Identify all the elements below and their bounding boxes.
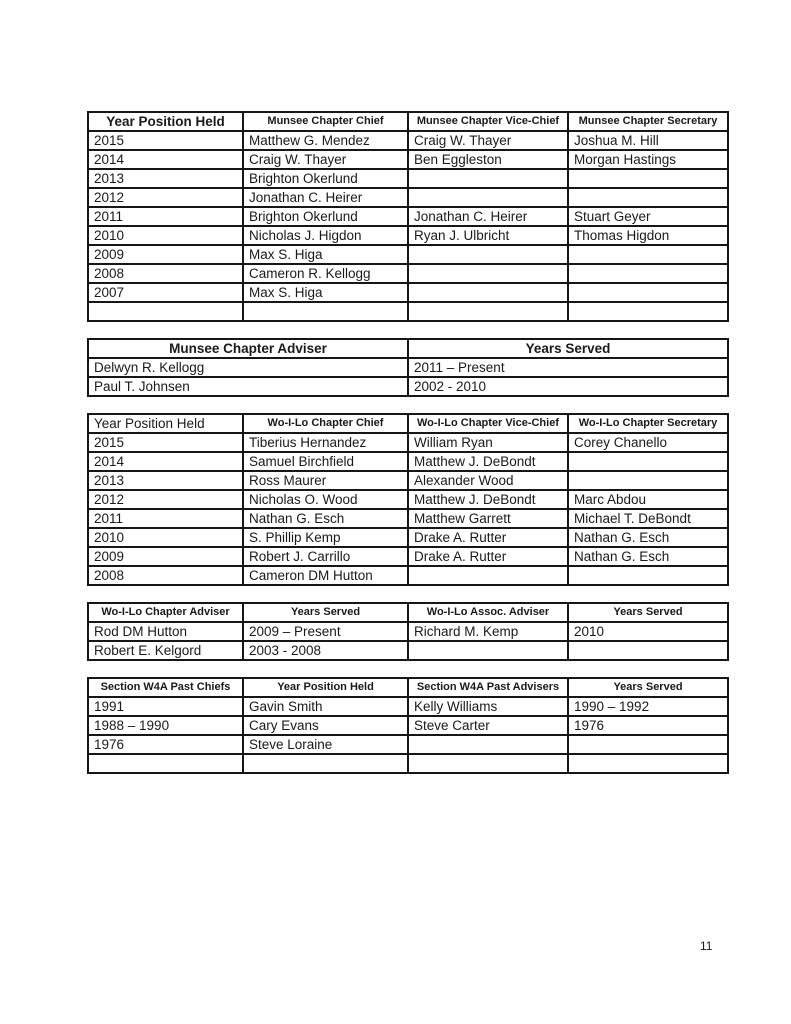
table-cell: Jonathan C. Heirer xyxy=(408,207,568,226)
table-cell: 2011 xyxy=(88,207,243,226)
table-cell: Brighton Okerlund xyxy=(243,169,408,188)
table-cell: Stuart Geyer xyxy=(568,207,728,226)
table-cell xyxy=(568,264,728,283)
column-header: Munsee Chapter Secretary xyxy=(568,112,728,131)
table-cell: 2013 xyxy=(88,169,243,188)
table-row xyxy=(88,433,728,452)
table-row xyxy=(88,264,728,283)
table-cell: 2010 xyxy=(88,226,243,245)
table-cell: Joshua M. Hill xyxy=(568,131,728,150)
table-cell: Nathan G. Esch xyxy=(568,547,728,566)
table-cell: Drake A. Rutter xyxy=(408,547,568,566)
table-cell xyxy=(243,302,408,321)
table-cell: 1990 – 1992 xyxy=(568,697,728,716)
table-cell xyxy=(88,754,243,773)
table-cell: Nathan G. Esch xyxy=(243,509,408,528)
table-cell: Steve Carter xyxy=(408,716,568,735)
table-cell: 2009 xyxy=(88,547,243,566)
table-cell: 1991 xyxy=(88,697,243,716)
table-cell: Ryan J. Ulbricht xyxy=(408,226,568,245)
munsee-chapter-officers-table xyxy=(87,111,729,322)
table-cell xyxy=(568,471,728,490)
table-cell: 2015 xyxy=(88,433,243,452)
table-cell xyxy=(568,566,728,585)
table-cell: 2015 xyxy=(88,131,243,150)
column-header: Wo-I-Lo Chapter Adviser xyxy=(88,603,243,622)
table-cell xyxy=(568,754,728,773)
page-content xyxy=(87,111,729,790)
column-header: Munsee Chapter Vice-Chief xyxy=(408,112,568,131)
wo-i-lo-chapter-advisers-table xyxy=(87,602,729,661)
table-cell xyxy=(568,641,728,660)
table-cell: 1976 xyxy=(88,735,243,754)
table-cell: 2012 xyxy=(88,490,243,509)
table-cell: Gavin Smith xyxy=(243,697,408,716)
table-row xyxy=(88,471,728,490)
table-row xyxy=(88,169,728,188)
section-w4a-past-leaders-table xyxy=(87,677,729,774)
table-cell: Steve Loraine xyxy=(243,735,408,754)
table-cell: 2002 - 2010 xyxy=(408,377,728,396)
table-cell: Cameron R. Kellogg xyxy=(243,264,408,283)
table-cell: Alexander Wood xyxy=(408,471,568,490)
table-header-row xyxy=(88,678,728,697)
table-cell: Michael T. DeBondt xyxy=(568,509,728,528)
table-cell: Cameron DM Hutton xyxy=(243,566,408,585)
table-row xyxy=(88,226,728,245)
table-cell xyxy=(88,302,243,321)
table-cell: Morgan Hastings xyxy=(568,150,728,169)
table-cell xyxy=(568,188,728,207)
table-row xyxy=(88,188,728,207)
table-cell: Matthew J. DeBondt xyxy=(408,490,568,509)
table-row xyxy=(88,566,728,585)
table-cell: Kelly Williams xyxy=(408,697,568,716)
table-row xyxy=(88,622,728,641)
table-cell: Cary Evans xyxy=(243,716,408,735)
table-cell xyxy=(408,283,568,302)
table-cell: Jonathan C. Heirer xyxy=(243,188,408,207)
table-cell: 2014 xyxy=(88,452,243,471)
table-cell xyxy=(408,566,568,585)
table-cell: Tiberius Hernandez xyxy=(243,433,408,452)
table-header-row xyxy=(88,414,728,433)
table-cell: Marc Abdou xyxy=(568,490,728,509)
table-cell xyxy=(568,735,728,754)
table-cell: Craig W. Thayer xyxy=(243,150,408,169)
table-cell: Corey Chanello xyxy=(568,433,728,452)
table-cell: 2011 xyxy=(88,509,243,528)
table-cell: Nathan G. Esch xyxy=(568,528,728,547)
table-cell: Thomas Higdon xyxy=(568,226,728,245)
table-row xyxy=(88,452,728,471)
table-cell xyxy=(408,264,568,283)
column-header: Section W4A Past Advisers xyxy=(408,678,568,697)
table-cell xyxy=(568,452,728,471)
table-row xyxy=(88,150,728,169)
column-header: Munsee Chapter Adviser xyxy=(88,339,408,358)
table-row xyxy=(88,245,728,264)
column-header: Wo-I-Lo Chapter Chief xyxy=(243,414,408,433)
table-row xyxy=(88,509,728,528)
table-cell: 2007 xyxy=(88,283,243,302)
column-header: Year Position Held xyxy=(88,414,243,433)
table-cell: Max S. Higa xyxy=(243,245,408,264)
table-row xyxy=(88,377,728,396)
munsee-chapter-advisers-table xyxy=(87,338,729,397)
table-cell: Drake A. Rutter xyxy=(408,528,568,547)
table-cell xyxy=(408,169,568,188)
table-cell: Richard M. Kemp xyxy=(408,622,568,641)
table-cell: Craig W. Thayer xyxy=(408,131,568,150)
table-cell: Nicholas J. Higdon xyxy=(243,226,408,245)
table-cell: Matthew J. DeBondt xyxy=(408,452,568,471)
table-cell: Ben Eggleston xyxy=(408,150,568,169)
table-cell xyxy=(408,641,568,660)
table-cell xyxy=(408,302,568,321)
table-cell: Robert J. Carrillo xyxy=(243,547,408,566)
table-cell: 2008 xyxy=(88,566,243,585)
column-header: Wo-I-Lo Chapter Vice-Chief xyxy=(408,414,568,433)
table-cell: 1988 – 1990 xyxy=(88,716,243,735)
column-header: Section W4A Past Chiefs xyxy=(88,678,243,697)
column-header: Years Served xyxy=(568,678,728,697)
table-row xyxy=(88,490,728,509)
table-cell xyxy=(408,245,568,264)
table-header-row xyxy=(88,112,728,131)
table-cell: 2014 xyxy=(88,150,243,169)
table-row xyxy=(88,131,728,150)
table-header-row xyxy=(88,339,728,358)
table-cell: Ross Maurer xyxy=(243,471,408,490)
table-cell: Paul T. Johnsen xyxy=(88,377,408,396)
table-row xyxy=(88,528,728,547)
table-row xyxy=(88,358,728,377)
table-cell: Matthew Garrett xyxy=(408,509,568,528)
table-row xyxy=(88,547,728,566)
table-cell xyxy=(408,188,568,207)
table-row xyxy=(88,207,728,226)
table-cell: Matthew G. Mendez xyxy=(243,131,408,150)
table-row xyxy=(88,283,728,302)
table-cell: William Ryan xyxy=(408,433,568,452)
table-cell: 2011 – Present xyxy=(408,358,728,377)
table-cell xyxy=(408,754,568,773)
table-cell: Delwyn R. Kellogg xyxy=(88,358,408,377)
table-cell xyxy=(568,302,728,321)
column-header: Year Position Held xyxy=(243,678,408,697)
table-cell: Robert E. Kelgord xyxy=(88,641,243,660)
table-row xyxy=(88,754,728,773)
table-cell: Brighton Okerlund xyxy=(243,207,408,226)
table-cell xyxy=(243,754,408,773)
column-header: Years Served xyxy=(408,339,728,358)
table-cell: 2012 xyxy=(88,188,243,207)
table-cell: Nicholas O. Wood xyxy=(243,490,408,509)
table-row xyxy=(88,697,728,716)
column-header: Wo-I-Lo Chapter Secretary xyxy=(568,414,728,433)
table-row xyxy=(88,641,728,660)
table-cell: 2003 - 2008 xyxy=(243,641,408,660)
table-cell: 2009 xyxy=(88,245,243,264)
table-row xyxy=(88,716,728,735)
table-header-row xyxy=(88,603,728,622)
table-cell: 1976 xyxy=(568,716,728,735)
table-cell xyxy=(568,245,728,264)
table-cell: Samuel Birchfield xyxy=(243,452,408,471)
column-header: Munsee Chapter Chief xyxy=(243,112,408,131)
table-cell: 2010 xyxy=(88,528,243,547)
table-cell: Max S. Higa xyxy=(243,283,408,302)
table-cell xyxy=(568,283,728,302)
table-row xyxy=(88,735,728,754)
column-header: Years Served xyxy=(568,603,728,622)
table-cell xyxy=(568,169,728,188)
table-cell: 2010 xyxy=(568,622,728,641)
table-row xyxy=(88,302,728,321)
column-header: Year Position Held xyxy=(88,112,243,131)
table-cell: 2013 xyxy=(88,471,243,490)
table-cell: Rod DM Hutton xyxy=(88,622,243,641)
wo-i-lo-chapter-officers-table xyxy=(87,413,729,586)
table-cell: 2009 – Present xyxy=(243,622,408,641)
column-header: Years Served xyxy=(243,603,408,622)
table-cell: S. Phillip Kemp xyxy=(243,528,408,547)
column-header: Wo-I-Lo Assoc. Adviser xyxy=(408,603,568,622)
page-number: 11 xyxy=(700,939,713,953)
table-cell: 2008 xyxy=(88,264,243,283)
table-cell xyxy=(408,735,568,754)
